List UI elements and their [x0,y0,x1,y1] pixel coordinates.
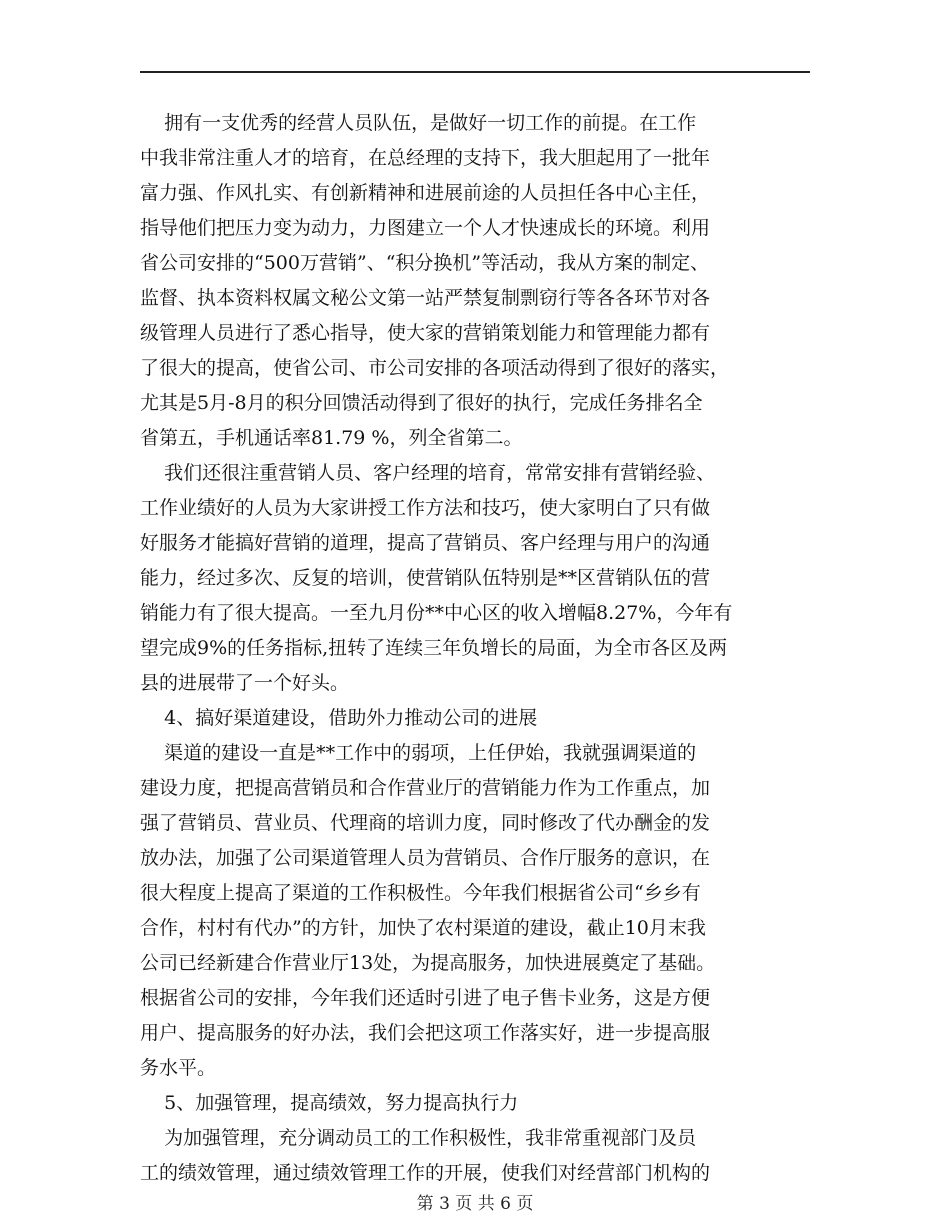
text-line: 放办法，加强了公司渠道管理人员为营销员、合作厅服务的意识，在 [140,847,711,869]
text-line: 望完成9%的任务指标,扭转了连续三年负增长的局面，为全市各区及两 [140,637,728,659]
text-line: 根据省公司的安排，今年我们还适时引进了电子售卡业务，这是方便 [140,987,711,1009]
text-line: 尤其是5月-8月的积分回馈活动得到了很好的执行，完成任务排名全 [140,392,703,414]
text-line: 很大程度上提高了渠道的工作积极性。今年我们根据省公司“乡乡有 [140,882,701,904]
text-line: 县的进展带了一个好头。 [140,672,350,694]
text-line: 拥有一支优秀的经营人员队伍，是做好一切工作的前提。在工作 [140,112,697,134]
text-line: 省公司安排的“500万营销”、“积分换机”等活动，我从方案的制定、 [140,252,710,274]
text-line: 工的绩效管理，通过绩效管理工作的开展，使我们对经营部门机构的 [140,1162,711,1184]
text-line: 渠道的建设一直是**工作中的弱项，上任伊始，我就强调渠道的 [140,742,697,764]
text-line: 好服务才能搞好营销的道理，提高了营销员、客户经理与用户的沟通 [140,532,711,554]
text-line: 富力强、作风扎实、有创新精神和进展前途的人员担任各中心主任， [140,182,711,204]
text-line: 省第五，手机通话率81.79 %，列全省第二。 [140,427,523,449]
section-heading: 4、搞好渠道建设，借助外力推动公司的进展 [140,707,538,729]
text-line: 指导他们把压力变为动力，力图建立一个人才快速成长的环境。利用 [140,217,711,239]
header-rule [140,71,810,73]
text-line: 能力，经过多次、反复的培训，使营销队伍特别是**区营销队伍的营 [140,567,711,589]
text-line: 建设力度，把提高营销员和合作营业厅的营销能力作为工作重点，加 [140,777,711,799]
text-line: 级管理人员进行了悉心指导，使大家的营销策划能力和管理能力都有 [140,322,711,344]
text-line: 为加强管理，充分调动员工的工作积极性，我非常重视部门及员 [140,1127,697,1149]
text-line: 工作业绩好的人员为大家讲授工作方法和技巧，使大家明白了只有做 [140,497,711,519]
text-line: 合作，村村有代办”的方针，加快了农村渠道的建设，截止10月末我 [140,917,706,939]
text-line: 我们还很注重营销人员、客户经理的培育，常常安排有营销经验、 [140,462,716,484]
text-line: 强了营销员、营业员、代理商的培训力度，同时修改了代办酬金的发 [140,812,711,834]
page-footer: 第 3 页 共 6 页 [416,1194,534,1214]
section-heading: 5、加强管理，提高绩效，努力提高执行力 [140,1092,519,1114]
text-line: 监督、执本资料权属文秘公文第一站严禁复制剽窃行等各各环节对各 [140,287,711,309]
text-line: 用户、提高服务的好办法，我们会把这项工作落实好，进一步提高服 [140,1022,711,1044]
text-line: 了很大的提高，使省公司、市公司安排的各项活动得到了很好的落实， [140,357,730,379]
text-line: 务水平。 [140,1057,217,1079]
text-line: 中我非常注重人才的培育，在总经理的支持下，我大胆起用了一批年 [140,147,711,169]
text-line: 公司已经新建合作营业厅13处，为提高服务，加快进展奠定了基础。 [140,952,716,974]
text-line: 销能力有了很大提高。一至九月份**中心区的收入增幅8.27%，今年有 [140,602,733,624]
